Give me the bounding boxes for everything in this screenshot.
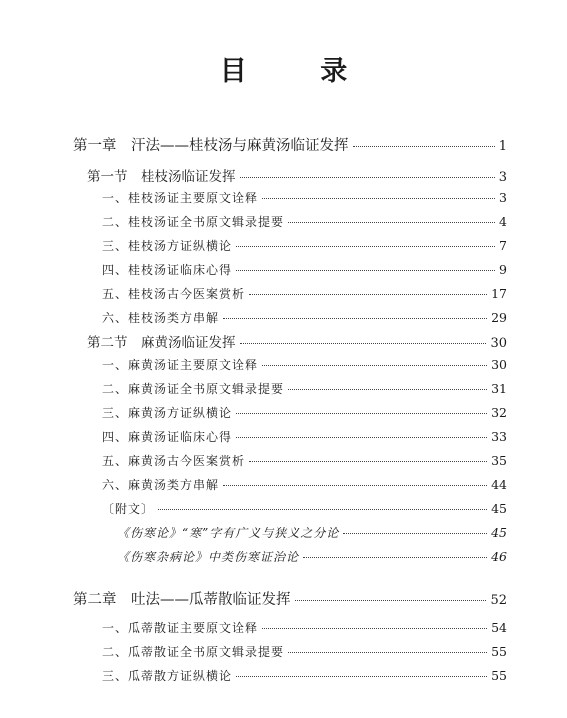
toc-page-number: 7: [499, 238, 507, 253]
dot-leader: [236, 246, 495, 247]
toc-item[interactable]: [102, 452, 507, 469]
toc-label: 六、麻黄汤类方串解: [102, 478, 220, 492]
toc-label: 四、麻黄汤证临床心得: [102, 430, 233, 444]
dot-leader: [288, 652, 487, 653]
toc-page-number: 9: [499, 262, 507, 277]
dot-leader: [262, 628, 487, 629]
toc-page-number: 46: [491, 549, 507, 564]
toc-page-number: 52: [490, 593, 507, 608]
dot-leader: [353, 146, 495, 147]
toc-label: 四、桂枝汤证临床心得: [102, 263, 233, 277]
dot-leader: [288, 222, 495, 223]
dot-leader: [262, 365, 487, 366]
toc-item[interactable]: [102, 356, 507, 373]
toc-item[interactable]: [117, 548, 507, 565]
toc-page-number: 55: [491, 644, 507, 659]
toc-label: 《伤寒杂病论》中类伤寒证治论: [117, 550, 300, 564]
toc-page-number: 35: [491, 453, 507, 468]
toc-label: 五、桂枝汤古今医案赏析: [102, 287, 246, 301]
toc-label: 二、麻黄汤证全书原文辑录提要: [102, 382, 285, 396]
toc-page-number: 1: [498, 139, 507, 154]
toc-item[interactable]: [102, 428, 507, 445]
toc-chapter-2[interactable]: [73, 588, 507, 609]
toc-page-number: 30: [490, 336, 507, 351]
toc-label: 三、瓜蒂散方证纵横论: [102, 669, 233, 683]
toc-page-number: 44: [491, 477, 507, 492]
dot-leader: [303, 557, 487, 558]
toc-page-number: 29: [491, 310, 507, 325]
dot-leader: [240, 177, 495, 178]
toc-page-number: 3: [499, 190, 507, 205]
toc-label: 一、桂枝汤证主要原文诠释: [102, 191, 259, 205]
dot-leader: [158, 509, 487, 510]
toc-page-number: 17: [491, 286, 507, 301]
toc-label: 《伤寒论》“寒”字有广义与狭义之分论: [117, 526, 340, 540]
toc-item[interactable]: [102, 643, 507, 660]
dot-leader: [223, 485, 487, 486]
toc-item[interactable]: [102, 404, 507, 421]
dot-leader: [223, 318, 487, 319]
page-title: 目 录: [219, 56, 380, 87]
toc-item[interactable]: [102, 189, 507, 206]
dot-leader: [236, 270, 495, 271]
dot-leader: [236, 437, 487, 438]
toc-item[interactable]: [102, 237, 507, 254]
toc-page-number: 33: [491, 429, 507, 444]
toc-label: 第一节 桂枝汤临证发挥: [87, 169, 236, 185]
toc-page-number: 55: [491, 668, 507, 683]
dot-leader: [236, 676, 487, 677]
toc-label: 一、麻黄汤证主要原文诠释: [102, 358, 259, 372]
dot-leader: [295, 600, 487, 601]
toc-appendix[interactable]: [102, 500, 507, 517]
toc-item[interactable]: [102, 380, 507, 397]
dot-leader: [249, 294, 487, 295]
toc-item[interactable]: [102, 667, 507, 684]
toc-page-number: 45: [491, 525, 507, 540]
toc-label: 第一章 汗法——桂枝汤与麻黄汤临证发挥: [73, 138, 349, 154]
toc-page-number: 45: [491, 501, 507, 516]
toc-label: 第二节 麻黄汤临证发挥: [87, 335, 236, 351]
toc-section-1-2[interactable]: [87, 331, 507, 351]
toc-item[interactable]: [102, 476, 507, 493]
toc-label: 二、瓜蒂散证全书原文辑录提要: [102, 645, 285, 659]
toc-page-number: 32: [491, 405, 507, 420]
toc-page-number: 4: [499, 214, 507, 229]
toc-section-1-1[interactable]: [87, 165, 507, 185]
dot-leader: [262, 198, 495, 199]
toc-item[interactable]: [117, 524, 507, 541]
dot-leader: [249, 461, 487, 462]
toc-page-number: 30: [491, 357, 507, 372]
dot-leader: [288, 389, 487, 390]
toc-label: 三、麻黄汤方证纵横论: [102, 406, 233, 420]
toc-label: 三、桂枝汤方证纵横论: [102, 239, 233, 253]
toc-label: 二、桂枝汤证全书原文辑录提要: [102, 215, 285, 229]
toc-item[interactable]: [102, 213, 507, 230]
toc-label: 〔附文〕: [102, 502, 155, 516]
toc-item[interactable]: [102, 619, 507, 636]
toc-page-number: 54: [491, 620, 507, 635]
toc-label: 六、桂枝汤类方串解: [102, 311, 220, 325]
toc-chapter-1[interactable]: [73, 134, 507, 155]
toc-label: 一、瓜蒂散证主要原文诠释: [102, 621, 259, 635]
toc-page-number: 31: [491, 381, 507, 396]
dot-leader: [343, 533, 487, 534]
toc-item[interactable]: [102, 309, 507, 326]
toc-item[interactable]: [102, 285, 507, 302]
dot-leader: [240, 343, 487, 344]
toc-label: 五、麻黄汤古今医案赏析: [102, 454, 246, 468]
dot-leader: [236, 413, 487, 414]
toc-item[interactable]: [102, 261, 507, 278]
toc-label: 第二章 吐法——瓜蒂散临证发挥: [73, 592, 291, 608]
toc-page-number: 3: [498, 170, 507, 185]
